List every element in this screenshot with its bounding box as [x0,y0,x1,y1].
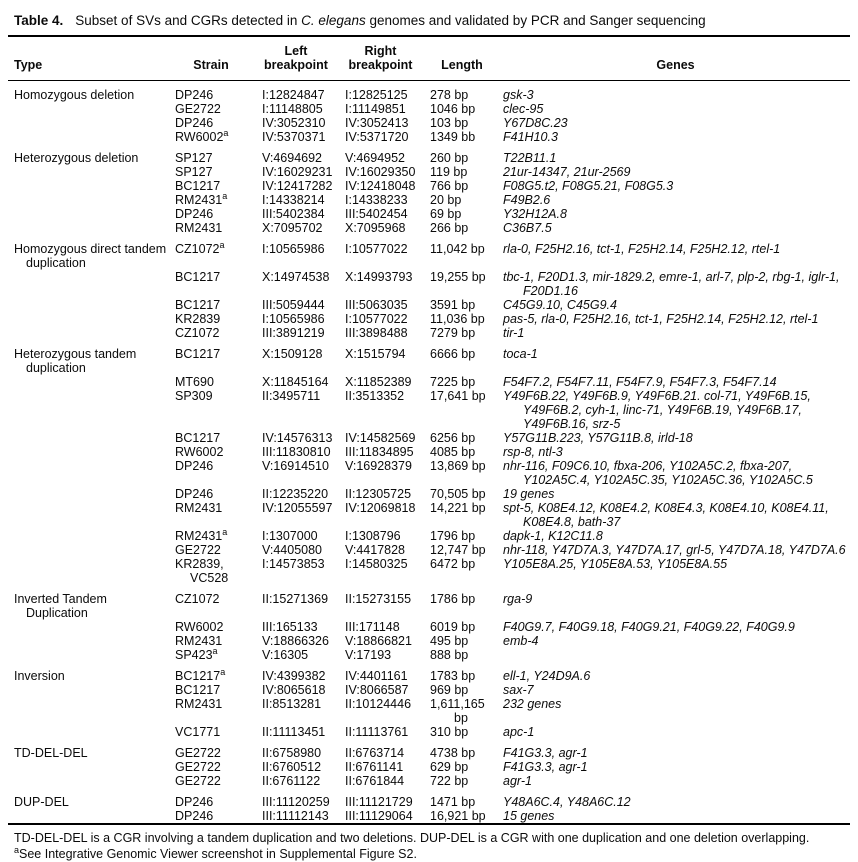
cell-left-breakpoint: II:12235220 [262,487,329,501]
cell-type [8,501,168,529]
cell-genes: F08G5.t2, F08G5.21, F08G5.3 [503,179,674,193]
cell-length: 1349 bb [430,130,476,144]
cell-left-breakpoint: V:18866326 [262,634,329,648]
table-footnotes [8,830,850,862]
cell-type [8,102,168,116]
cell-right-breakpoint: III:3898488 [345,326,408,340]
table-row [8,809,850,824]
cell-strain: KR2839 [175,312,221,326]
cell-right-breakpoint: V:4694952 [345,151,406,165]
cell-right-breakpoint: IV:8066587 [345,683,409,697]
cell-strain: BC1217 [175,179,221,193]
column-header-strain: Strain [168,36,254,81]
cell-right-breakpoint: V:16928379 [345,459,412,473]
cell-left-breakpoint: II:11113451 [262,725,326,739]
cell-type [8,543,168,557]
table-row [8,788,850,809]
table-title-text: Subset of SVs and CGRs detected in [75,13,302,28]
cell-genes: Y57G11B.223, Y57G11B.8, irld-18 [503,431,693,445]
cell-length: 260 bp [430,151,469,165]
cell-strain: DP246 [175,809,214,823]
column-header-length: Length [423,36,501,81]
cell-strain: GE2722 [175,774,221,788]
table-row [8,102,850,116]
cell-type [8,725,168,739]
cell-right-breakpoint: IV:16029350 [345,165,416,179]
cell-strain: DP246 [175,459,214,473]
cell-genes: rga-9 [503,592,533,606]
cell-right-breakpoint: I:10577022 [345,312,408,326]
cell-strain: BC1217$^a$ [175,666,226,683]
footnote-supplemental [14,846,850,862]
cell-length: 11,036 bp [430,312,485,326]
cell-type [8,221,168,235]
cell-right-breakpoint: II:12305725 [345,487,412,501]
cell-genes: Y49F6B.22, Y49F6B.9, Y49F6B.21. col-71, Y49F6B.15, Y49F6B.2, cyh-1, linc-71, Y49F6B.19, Y49F6B.17, Y49F6B.16, srz-5 [503,389,811,431]
table-row [8,389,850,431]
cell-length: 4085 bp [430,445,476,459]
cell-genes: agr-1 [503,774,532,788]
cell-length: 3591 bp [430,298,476,312]
table-row [8,221,850,235]
cell-genes: Y105E8A.25, Y105E8A.53, Y105E8A.55 [503,557,728,571]
cell-left-breakpoint: IV:8065618 [262,683,326,697]
cell-right-breakpoint: IV:5371720 [345,130,409,144]
cell-right-breakpoint: II:15273155 [345,592,412,606]
cell-genes: T22B11.1 [503,151,557,165]
cell-right-breakpoint: I:14580325 [345,557,408,571]
cell-genes: 19 genes [503,487,555,501]
cell-genes: Y32H12A.8 [503,207,567,221]
cell-genes: F40G9.7, F40G9.18, F40G9.21, F40G9.22, F40G9.9 [503,620,795,634]
cell-left-breakpoint: II:8513281 [262,697,322,711]
cell-strain: RW6002$^a$ [175,127,229,144]
cell-genes: F54F7.2, F54F7.11, F54F7.9, F54F7.3, F54F7.14 [503,375,777,389]
cell-length: 1783 bp [430,669,476,683]
cell-left-breakpoint: II:6760512 [262,760,322,774]
column-header-genes: Genes [501,36,850,81]
cell-genes: F41G3.3, agr-1 [503,746,588,760]
cell-genes: C45G9.10, C45G9.4 [503,298,617,312]
cell-strain: GE2722 [175,746,221,760]
table-row [8,235,850,270]
cell-genes: dapk-1, K12C11.8 [503,529,603,543]
cell-strain: KR2839, VC528 [175,557,229,585]
cell-left-breakpoint: I:14573853 [262,557,325,571]
cell-length: 629 bp [430,760,469,774]
cell-left-breakpoint: IV:12417282 [262,179,333,193]
cell-strain: RM2431$^a$ [175,526,228,543]
cell-left-breakpoint: V:4405080 [262,543,323,557]
cell-left-breakpoint: X:14974538 [262,270,330,284]
cell-type [8,620,168,634]
cell-type [8,130,168,144]
cell-strain: VC1771 [175,725,221,739]
cell-genes: pas-5, rla-0, F25H2.16, tct-1, F25H2.14, F25H2.12, rtel-1 [503,312,819,326]
cell-left-breakpoint: V:4694692 [262,151,323,165]
cell-left-breakpoint: IV:3052310 [262,116,326,130]
table-row [8,326,850,340]
cell-length: 7225 bp [430,375,476,389]
cell-length: 266 bp [430,221,469,235]
cell-strain: RM2431 [175,697,223,711]
cell-strain: GE2722 [175,760,221,774]
column-header-type: Type [8,36,168,81]
table-row [8,634,850,648]
table-row [8,298,850,312]
cell-left-breakpoint: I:10565986 [262,312,325,326]
table-row [8,543,850,557]
table-title [8,12,850,29]
cell-left-breakpoint: III:11112143 [262,809,329,823]
cell-length: 16,921 bp [430,809,486,823]
cell-type [8,634,168,648]
cell-left-breakpoint: I:11148805 [262,102,323,116]
footnote-definitions [14,830,850,846]
cell-type [8,165,168,179]
cell-genes: F49B2.6 [503,193,551,207]
cell-type [8,648,168,662]
table-row [8,81,850,103]
cell-type [8,193,168,207]
cell-left-breakpoint: X:1509128 [262,347,323,361]
table-body [8,81,850,825]
cell-right-breakpoint: I:14338233 [345,193,408,207]
cell-right-breakpoint: V:17193 [345,648,392,662]
cell-length: 1796 bp [430,529,476,543]
cell-strain: SP423$^a$ [175,645,218,662]
cell-length: 103 bp [430,116,469,130]
cell-length: 1,611,165 bp [430,697,485,725]
table-row [8,312,850,326]
cell-left-breakpoint: IV:16029231 [262,165,333,179]
cell-strain: SP127 [175,165,213,179]
table-row [8,340,850,375]
table-row [8,585,850,620]
cell-strain: SP127 [175,151,213,165]
cell-type: Homozygous deletion [14,88,135,102]
cell-right-breakpoint: II:6761844 [345,774,405,788]
table-title-species: C. elegans [301,13,366,28]
cell-strain: RM2431$^a$ [175,190,228,207]
cell-type: Heterozygous tandem duplication [14,347,137,375]
table-row [8,193,850,207]
cell-length: 6666 bp [430,347,476,361]
cell-genes: sax-7 [503,683,534,697]
cell-length: 14,221 bp [430,501,486,515]
cell-left-breakpoint: III:165133 [262,620,318,634]
column-header-left-breakpoint: Left breakpoint [254,36,338,81]
cell-right-breakpoint: V:18866821 [345,634,412,648]
cell-type [8,389,168,431]
cell-right-breakpoint: X:1515794 [345,347,406,361]
cell-right-breakpoint: I:11149851 [345,102,406,116]
table-row [8,459,850,487]
cell-type: TD-DEL-DEL [14,746,88,760]
cell-type [8,326,168,340]
cell-genes: toca-1 [503,347,538,361]
cell-right-breakpoint: I:10577022 [345,242,408,256]
cell-length: 70,505 bp [430,487,486,501]
cell-length: 6472 bp [430,557,476,571]
table-row [8,760,850,774]
cell-type [8,760,168,774]
cell-left-breakpoint: IV:5370371 [262,130,326,144]
cell-genes: 21ur-14347, 21ur-2569 [503,165,631,179]
cell-genes [501,648,850,662]
cell-length: 7279 bp [430,326,476,340]
cell-type: Heterozygous deletion [14,151,139,165]
table-row [8,207,850,221]
cell-strain: CZ1072$^a$ [175,239,225,256]
cell-right-breakpoint: I:1308796 [345,529,401,543]
cell-left-breakpoint: V:16914510 [262,459,329,473]
cell-right-breakpoint: X:14993793 [345,270,413,284]
table-row [8,774,850,788]
cell-right-breakpoint: II:6763714 [345,746,405,760]
cell-left-breakpoint: III:11120259 [262,795,330,809]
cell-length: 888 bp [430,648,469,662]
cell-length: 19,255 bp [430,270,486,284]
table-row [8,725,850,739]
footnote-text: See Integrative Genomic Viewer screenshot in Supplemental Figure S2. [19,847,417,861]
cell-type [8,557,168,585]
cell-left-breakpoint: I:1307000 [262,529,318,543]
table-row [8,529,850,543]
cell-type [8,459,168,487]
cell-length: 20 bp [430,193,462,207]
cell-type [8,697,168,725]
footnote-marker: a [14,844,20,855]
cell-length: 69 bp [430,207,462,221]
cell-right-breakpoint: III:11129064 [345,809,413,823]
cell-strain: RM2431 [175,501,223,515]
cell-left-breakpoint: IV:14576313 [262,431,333,445]
cell-type [8,270,168,298]
cell-right-breakpoint: IV:12069818 [345,501,416,515]
cell-right-breakpoint: IV:12418048 [345,179,416,193]
cell-left-breakpoint: X:11845164 [262,375,329,389]
cell-right-breakpoint: III:11121729 [345,795,413,809]
sv-cgr-table [8,35,850,825]
cell-genes: Y67D8C.23 [503,116,568,130]
table-row [8,557,850,585]
cell-genes: 232 genes [503,697,562,711]
cell-left-breakpoint: IV:12055597 [262,501,333,515]
cell-length: 722 bp [430,774,469,788]
cell-genes: 15 genes [503,809,555,823]
cell-genes: F41H10.3 [503,130,558,144]
cell-type [8,298,168,312]
cell-type [8,445,168,459]
cell-genes: gsk-3 [503,88,534,102]
cell-strain: RM2431 [175,634,223,648]
cell-right-breakpoint: II:3513352 [345,389,405,403]
cell-genes: apc-1 [503,725,535,739]
cell-length: 13,869 bp [430,459,486,473]
cell-length: 969 bp [430,683,469,697]
cell-type [8,375,168,389]
table-row [8,683,850,697]
cell-left-breakpoint: I:10565986 [262,242,325,256]
cell-type [8,116,168,130]
cell-strain: BC1217 [175,270,221,284]
cell-type [8,683,168,697]
cell-type: Inversion [14,669,65,683]
table-row [8,179,850,193]
cell-left-breakpoint: III:3891219 [262,326,325,340]
cell-length: 11,042 bp [430,242,485,256]
cell-strain: CZ1072 [175,326,220,340]
table-row [8,697,850,725]
cell-strain: DP246 [175,207,214,221]
cell-length: 766 bp [430,179,469,193]
cell-genes: nhr-118, Y47D7A.3, Y47D7A.17, grl-5, Y47D7A.18, Y47D7A.6 [503,543,846,557]
cell-length: 1786 bp [430,592,476,606]
table-row [8,144,850,165]
cell-left-breakpoint: III:5402384 [262,207,325,221]
table-header [8,36,850,81]
cell-length: 1046 bp [430,102,476,116]
cell-type: DUP-DEL [14,795,69,809]
cell-genes: emb-4 [503,634,539,648]
cell-right-breakpoint: II:11113761 [345,725,409,739]
cell-strain: DP246 [175,88,214,102]
cell-left-breakpoint: V:16305 [262,648,309,662]
cell-type [8,312,168,326]
cell-strain: GE2722 [175,102,221,116]
cell-length: 278 bp [430,88,469,102]
cell-right-breakpoint: III:5402454 [345,207,408,221]
cell-strain: GE2722 [175,543,221,557]
cell-left-breakpoint: II:3495711 [262,389,321,403]
table-row [8,116,850,130]
cell-left-breakpoint: II:6761122 [262,774,321,788]
cell-left-breakpoint: III:11830810 [262,445,331,459]
cell-length: 1471 bp [430,795,476,809]
table-number-label: Table 4. [14,13,64,28]
cell-strain: DP246 [175,795,214,809]
cell-left-breakpoint: III:5059444 [262,298,325,312]
cell-length: 12,747 bp [430,543,486,557]
cell-strain: SP309 [175,389,213,403]
cell-type: Homozygous direct tandem duplication [14,242,167,270]
cell-genes: rla-0, F25H2.16, tct-1, F25H2.14, F25H2.12, rtel-1 [503,242,781,256]
cell-type [8,774,168,788]
cell-type [8,487,168,501]
table-row [8,648,850,662]
cell-genes: clec-95 [503,102,544,116]
table-row [8,662,850,683]
cell-strain: RW6002 [175,620,224,634]
table-row [8,445,850,459]
cell-genes: C36B7.5 [503,221,552,235]
cell-right-breakpoint: III:11834895 [345,445,414,459]
cell-length: 119 bp [430,165,468,179]
cell-strain: BC1217 [175,683,221,697]
cell-type: Inverted Tandem Duplication [14,592,107,620]
cell-right-breakpoint: IV:14582569 [345,431,416,445]
cell-genes: spt-5, K08E4.12, K08E4.2, K08E4.3, K08E4.10, K08E4.11, K08E4.8, bath-37 [503,501,829,529]
cell-length: 6256 bp [430,431,476,445]
cell-right-breakpoint: I:12825125 [345,88,408,102]
cell-strain: RW6002 [175,445,224,459]
table-row [8,270,850,298]
cell-strain: DP246 [175,487,214,501]
cell-type [8,431,168,445]
cell-right-breakpoint: III:171148 [345,620,400,634]
cell-type [8,809,168,824]
table-row [8,501,850,529]
table-row [8,375,850,389]
cell-left-breakpoint: II:6758980 [262,746,322,760]
cell-length: 310 bp [430,725,469,739]
table-row [8,739,850,760]
cell-right-breakpoint: X:7095968 [345,221,406,235]
cell-strain: MT690 [175,375,214,389]
cell-genes: Y48A6C.4, Y48A6C.12 [503,795,631,809]
cell-right-breakpoint: III:5063035 [345,298,408,312]
cell-genes: nhr-116, F09C6.10, fbxa-206, Y102A5C.2, fbxa-207, Y102A5C.4, Y102A5C.35, Y102A5C.36, Y102A5C.5 [503,459,813,487]
cell-left-breakpoint: I:14338214 [262,193,325,207]
cell-strain: DP246 [175,116,214,130]
table-row [8,130,850,144]
cell-type [8,179,168,193]
cell-genes: F41G3.3, agr-1 [503,760,588,774]
cell-left-breakpoint: I:12824847 [262,88,325,102]
cell-right-breakpoint: IV:3052413 [345,116,409,130]
cell-strain: BC1217 [175,347,221,361]
cell-length: 4738 bp [430,746,476,760]
column-header-right-breakpoint: Right breakpoint [338,36,423,81]
cell-type [8,207,168,221]
table-title-suffix: genomes and validated by PCR and Sanger sequencing [365,13,706,28]
cell-type [8,529,168,543]
cell-right-breakpoint: V:4417828 [345,543,406,557]
cell-right-breakpoint: II:6761141 [345,760,404,774]
table-row [8,431,850,445]
cell-length: 6019 bp [430,620,476,634]
cell-left-breakpoint: X:7095702 [262,221,323,235]
cell-genes: tir-1 [503,326,525,340]
cell-strain: BC1217 [175,298,221,312]
cell-genes: tbc-1, F20D1.3, mir-1829.2, emre-1, arl-7, plp-2, rbg-1, iglr-1, F20D1.16 [503,270,840,298]
cell-right-breakpoint: X:11852389 [345,375,412,389]
cell-strain: CZ1072 [175,592,220,606]
cell-strain: BC1217 [175,431,221,445]
cell-genes: rsp-8, ntl-3 [503,445,563,459]
cell-left-breakpoint: IV:4399382 [262,669,326,683]
cell-right-breakpoint: II:10124446 [345,697,412,711]
table-row [8,165,850,179]
cell-strain: RM2431 [175,221,223,235]
table-row [8,487,850,501]
cell-genes: ell-1, Y24D9A.6 [503,669,591,683]
table-row [8,620,850,634]
cell-left-breakpoint: II:15271369 [262,592,329,606]
cell-right-breakpoint: IV:4401161 [345,669,408,683]
cell-length: 495 bp [430,634,469,648]
footnote-text: TD-DEL-DEL is a CGR involving a tandem duplication and two deletions. DUP-DEL is a CGR with one duplication and one deletion overlapping. [14,831,810,845]
cell-length: 17,641 bp [430,389,486,403]
